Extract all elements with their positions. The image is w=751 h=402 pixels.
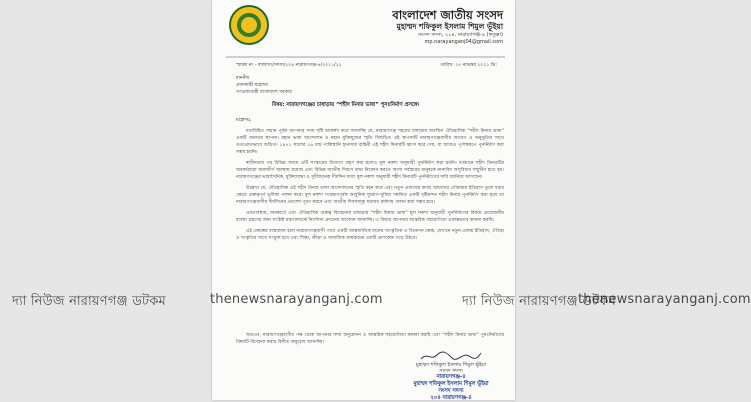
memo-number: স্মারক নং - বাজাসং/সদস্য/২০৪ নারায়ণগঞ্জ-৪/২০২১/১২ bbox=[236, 63, 342, 68]
org-name: বাংলাদেশ জাতীয় সংসদ bbox=[392, 8, 503, 22]
body-paragraph: এই প্রকল্পের বাস্তবায়ন হলে নারায়ণগঞ্জবাসী পাবে একটি আন্তর্জাতিক মানের সাংস্কৃতিক ও বিনোদন কেন্দ্র, যেখানে নতুন প্রজন্ম ইতিহাস, ঐতিহ্য ও সংস্কৃতির সাথে সংযুক্ত হবে এবং শিক্ষা, ক্রীড়া ও সামাজিক কার্যক্রমের একটি প্রাণকেন্দ্র গড়ে উঠবে। bbox=[236, 229, 504, 241]
mp-email: mp.narayanganj04@gmail.com bbox=[424, 39, 503, 45]
signature-block bbox=[409, 350, 493, 402]
reference-row bbox=[236, 62, 497, 69]
stamp-line: সংসদ সদস্য bbox=[438, 388, 464, 394]
letter-body bbox=[236, 128, 504, 246]
body-paragraph: স্বাধীনতার পর বিভিন্ন সময়ে এটি সংস্কারের উদ্যোগ গ্রহণ করা হলেও মূল নকশা অনুযায়ী পুনর্নির্মাণ করা হয়নি। বর্তমানে শহীদ মিনারটির অবকাঠামো জরাজীর্ণ অবস্থায় রয়েছে এবং বিভিন্ন জাতীয় দিবসে শ্রদ্ধা নিবেদন করতে আসা সর্বস্তরের মানুষকে নানাবিধ অসুবিধার সম্মুখীন হতে হয়। নারায়ণগঞ্জের ভাষাসৈনিক, মুক্তিযোদ্ধা ও সুধীজনেরা দীর্ঘদিন যাবৎ মূল নকশা অনুযায়ী শহীদ মিনারটি পুনর্নির্মাণের দাবি জানিয়ে আসছেন। bbox=[236, 161, 504, 180]
stamp-line: ২০৪ নারায়ণগঞ্জ-৪ bbox=[430, 395, 472, 401]
letter-subject: বিষয়: নারায়ণগঞ্জের চাষাড়ায় “শহীদ মিনার ভাষা” পুনঃনির্মাণ প্রসঙ্গে। bbox=[272, 102, 420, 108]
body-paragraph: যথাবিহিত সম্মান পূর্বক আপনার সদয় দৃষ্টি আকর্ষণ করে জানাচ্ছি যে, নারায়ণগঞ্জ শহরের চাষাড়ায় অবস্থিত ঐতিহাসিক “শহীদ মিনার ভাষা” একটি অন্যতম স্থাপনা। মহান ভাষা আন্দোলন ও মহান মুক্তিযুদ্ধের স্মৃতি বিজড়িত এই স্থাপনাটি নারায়ণগঞ্জবাসীর আবেগ ও অনুভূতির সাথে ওতপ্রোতভাবে জড়িত। ১৯৭১ সালের ২৬ মার্চ পাকিস্তানি হানাদার বাহিনী এই শহীদ মিনারটি ধ্বংস করে দেয়, যা আজও পূর্ণাঙ্গরূপে পুনর্নির্মাণ করা সম্ভব হয়নি। bbox=[236, 129, 504, 155]
watermark-bangla: দ্যা নিউজ নারায়ণগঞ্জ ডটকম bbox=[12, 294, 166, 309]
mp-address: সংসদ সদস্য, ২০৪, নারায়ণগঞ্জ-৪ (ফতুল্লা) bbox=[418, 32, 503, 38]
salutation: মহোদয়, bbox=[236, 118, 252, 123]
recipient-line: গণপ্রজাতন্ত্রী বাংলাদেশ সরকার bbox=[236, 90, 292, 95]
signatory-title: সংসদ সদস্য bbox=[439, 368, 463, 374]
stamp-line: মুহাম্মদ শফিকুল ইসলাম শিমুল ভূঁইয়া bbox=[413, 381, 489, 387]
parliament-logo bbox=[229, 5, 269, 45]
body-paragraph: এমতাবস্থায়, জনস্বার্থে এবং ঐতিহাসিক গুরুত্ব বিবেচনায় চাষাড়ার “শহীদ মিনার ভাষা” মূল নকশা অনুযায়ী পুনর্নির্মাণের বিষয়ে প্রয়োজনীয় ব্যবস্থা গ্রহণের জন্য সংশ্লিষ্ট মন্ত্রণালয়কে নির্দেশনা প্রদানের আবেদন জানাচ্ছি। এ বিষয়ে আপনার আন্তরিক সহযোগিতা একান্তভাবে কামনা করছি। bbox=[236, 211, 504, 223]
logo-inner-icon bbox=[237, 13, 261, 37]
watermark-bangla: দ্যা নিউজ নারায়ণগঞ্জ ডটকম bbox=[462, 294, 616, 309]
letterhead bbox=[373, 8, 503, 46]
mp-name: মুহাম্মদ শফিকুল ইসলাম শিমুল ভূঁইয়া bbox=[396, 22, 503, 31]
header-divider bbox=[226, 56, 505, 58]
watermark-url: thenewsnarayanganj.com bbox=[210, 292, 383, 307]
recipient-line: মাননীয় bbox=[236, 76, 250, 81]
recipient-block bbox=[236, 75, 356, 96]
signatory-name: মুহাম্মদ শফিকুল ইসলাম শিমুল ভূঁইয়া bbox=[415, 362, 487, 368]
stamp-line: নারায়ণগঞ্জ-৪ bbox=[436, 374, 466, 380]
signature bbox=[409, 350, 493, 362]
letter-date: তারিখ: ২৫ নভেম্বর ২০২১ খ্রি: bbox=[440, 63, 497, 68]
watermark-url: thenewsnarayanganj.com bbox=[578, 292, 751, 307]
logo-mark-icon bbox=[241, 17, 257, 33]
body-paragraph: উল্লেখ্য যে, ঐতিহাসিক এই শহীদ মিনার ভাষা আন্দোলনের স্মৃতি বহন করে এবং নতুন প্রজন্মের কাছে আমাদের গৌরবময় ইতিহাস তুলে ধরার ক্ষেত্রে গুরুত্বপূর্ণ ভূমিকা পালন করে। মূল নকশা সংরক্ষণপূর্বক আধুনিক সুযোগ-সুবিধা সম্বলিত একটি দৃষ্টিনন্দন শহীদ মিনার পুনর্নির্মাণ করা হলে তা নারায়ণগঞ্জবাসীর দীর্ঘদিনের প্রত্যাশা পূরণ করবে এবং জাতীয় দিবসসমূহ যথাযথ মর্যাদায় পালন করা সম্ভব হবে। bbox=[236, 186, 504, 205]
closing-paragraph: অতএব, নারায়ণগঞ্জবাসীর পক্ষ থেকে আপনার সদয় অনুমোদন ও আন্তরিক সহযোগিতা কামনা করছি এবং “শহীদ মিনার ভাষা” পুনঃনির্মাণের বিষয়টি বিবেচনা করার বিনীত অনুরোধ জানাচ্ছি। bbox=[236, 333, 504, 345]
signature-scribble-icon bbox=[419, 350, 483, 362]
official-stamp bbox=[409, 374, 493, 402]
letter-page bbox=[212, 0, 515, 400]
recipient-line: প্রধানমন্ত্রী মহোদয় bbox=[236, 83, 268, 88]
